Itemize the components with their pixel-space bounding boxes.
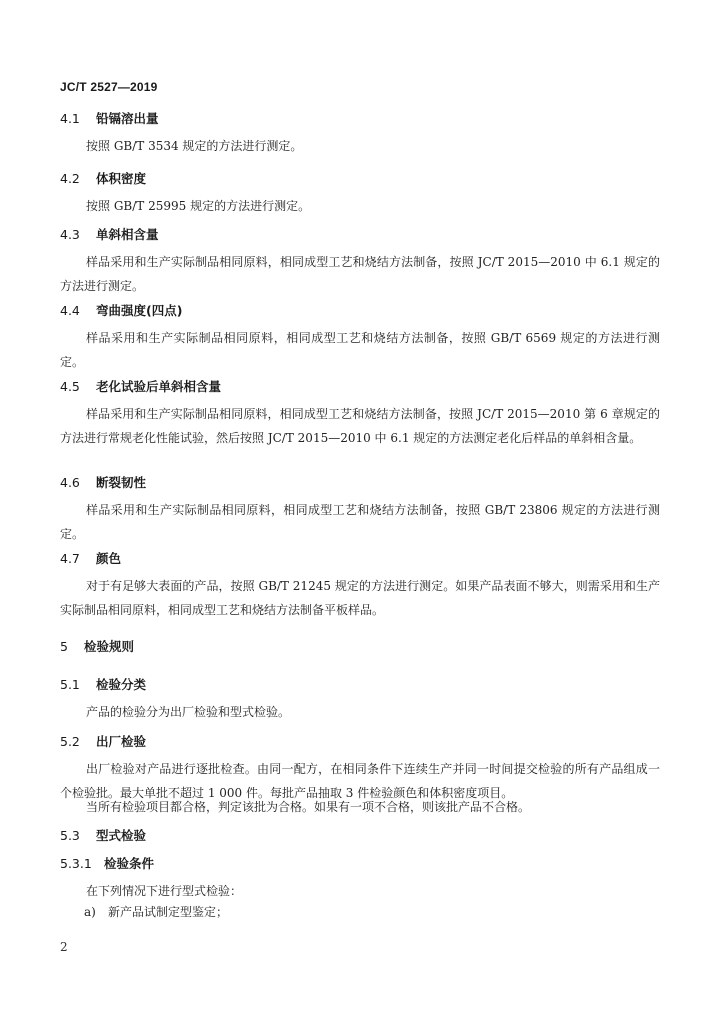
list-item bbox=[84, 900, 228, 924]
paragraph: 样品采用和生产实际制品相同原料，相同成型工艺和烧结方法制备，按照 GB/T 6569 规定的方法进行测定。 bbox=[60, 331, 660, 369]
section-number: 5.3.1 bbox=[60, 856, 92, 871]
section-heading-4-1 bbox=[60, 111, 159, 127]
section-number: 4.4 bbox=[60, 303, 80, 318]
section-number: 4.5 bbox=[60, 379, 80, 394]
section-title: 颜色 bbox=[96, 551, 122, 566]
section-number: 5 bbox=[60, 639, 68, 654]
section-heading-5-3-1 bbox=[60, 856, 154, 872]
paragraph: 样品采用和生产实际制品相同原料，相同成型工艺和烧结方法制备，按照 GB/T 23806 规定的方法进行测定。 bbox=[60, 503, 660, 541]
section-title: 单斜相含量 bbox=[96, 227, 159, 242]
section-title: 体积密度 bbox=[96, 171, 147, 186]
section-number: 5.1 bbox=[60, 677, 80, 692]
section-number: 4.6 bbox=[60, 475, 80, 490]
section-heading-4-7 bbox=[60, 551, 121, 567]
paragraph: 按照 GB/T 25995 规定的方法进行测定。 bbox=[86, 199, 311, 213]
paragraph: 对于有足够大表面的产品，按照 GB/T 21245 规定的方法进行测定。如果产品表面不够大，则需采用和生产实际制品相同原料，相同成型工艺和烧结方法制备平板样品。 bbox=[60, 579, 660, 617]
section-heading-4-2 bbox=[60, 171, 146, 187]
section-title: 检验条件 bbox=[104, 856, 155, 871]
paragraph: 按照 GB/T 3534 规定的方法进行测定。 bbox=[86, 139, 303, 153]
section-heading-4-4 bbox=[60, 303, 182, 319]
section-heading-5-2 bbox=[60, 734, 146, 750]
section-heading-5-3 bbox=[60, 828, 146, 844]
section-heading-5-1 bbox=[60, 677, 146, 693]
section-title: 检验分类 bbox=[96, 677, 147, 692]
section-number: 4.7 bbox=[60, 551, 80, 566]
section-number: 5.3 bbox=[60, 828, 80, 843]
section-heading-4-5 bbox=[60, 379, 221, 395]
paragraph: 在下列情况下进行型式检验： bbox=[86, 884, 243, 898]
section-title: 老化试验后单斜相含量 bbox=[96, 379, 222, 394]
paragraph: 样品采用和生产实际制品相同原料，相同成型工艺和烧结方法制备，按照 JC/T 2015—2010 第 6 章规定的方法进行常规老化性能试验，然后按照 JC/T 2015—2010 中 6.1 规定的方法测定老化后样品的单斜相含量。 bbox=[60, 407, 660, 445]
section-number: 5.2 bbox=[60, 734, 80, 749]
section-heading-4-6 bbox=[60, 475, 146, 491]
section-title: 断裂韧性 bbox=[96, 475, 147, 490]
section-number: 4.1 bbox=[60, 111, 80, 126]
section-title: 弯曲强度(四点) bbox=[96, 303, 183, 318]
paragraph: 产品的检验分为出厂检验和型式检验。 bbox=[86, 705, 291, 719]
section-title: 型式检验 bbox=[96, 828, 147, 843]
paragraph: 出厂检验对产品进行逐批检查。由同一配方，在相同条件下连续生产并同一时间提交检验的所有产品组成一个检验批。最大单批不超过 1 000 件。每批产品抽取 3 件检验颜色和体积密度项目。 bbox=[60, 762, 660, 800]
paragraph: 样品采用和生产实际制品相同原料，相同成型工艺和烧结方法制备，按照 JC/T 2015—2010 中 6.1 规定的方法进行测定。 bbox=[60, 255, 660, 293]
list-marker: a) bbox=[84, 905, 96, 919]
paragraph: 当所有检验项目都合格，判定该批为合格。如果有一项不合格，则该批产品不合格。 bbox=[86, 800, 531, 814]
section-number: 4.3 bbox=[60, 227, 80, 242]
section-title: 检验规则 bbox=[84, 639, 135, 654]
list-item-text: 新产品试制定型鉴定； bbox=[108, 905, 229, 919]
section-heading-4-3 bbox=[60, 227, 159, 243]
section-title: 铅镉溶出量 bbox=[96, 111, 159, 126]
section-title: 出厂检验 bbox=[96, 734, 147, 749]
standard-code-header: JC/T 2527—2019 bbox=[60, 80, 158, 94]
section-number: 4.2 bbox=[60, 171, 80, 186]
page-number: 2 bbox=[60, 940, 68, 954]
section-heading-5 bbox=[60, 639, 134, 655]
